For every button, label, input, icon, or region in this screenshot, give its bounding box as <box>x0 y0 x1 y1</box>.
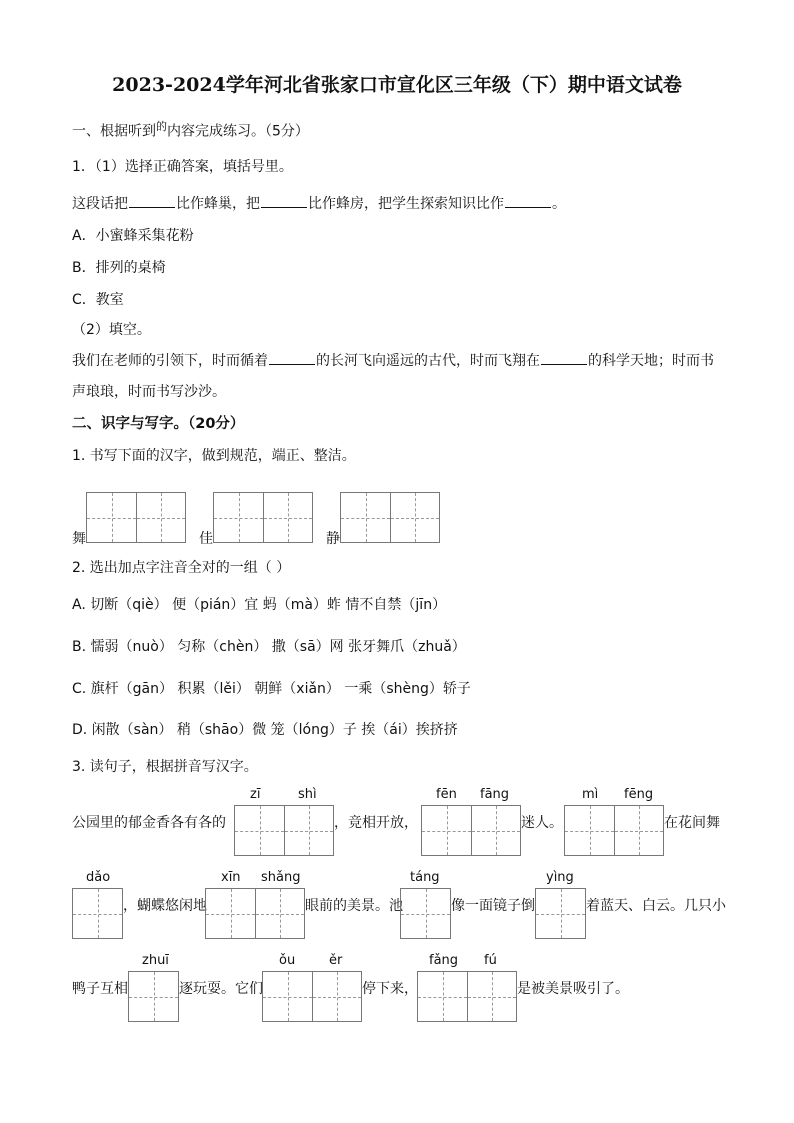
sentence-part: 比作蜂巢，把 <box>176 196 260 212</box>
answer-blank[interactable] <box>261 195 307 208</box>
char-label-jing: 静 <box>326 531 340 547</box>
writing-grid[interactable] <box>213 492 313 543</box>
pinyin: dǎo <box>86 870 111 885</box>
section-two-heading: 二、识字与写字。（20分） <box>72 416 245 432</box>
question-2-1: 1. 书写下面的汉字，做到规范，端正、整洁。 <box>72 448 356 464</box>
choice-a: A. 切断（qiè） 便（pián）宜 蚂（mà）蚱 情不自禁（jīn） <box>72 597 447 613</box>
pinyin: shì <box>298 787 317 802</box>
question-1: 1．（1）选择正确答案，填括号里。 <box>72 159 293 175</box>
pinyin: shǎng <box>261 870 301 885</box>
char-label-jia: 佳 <box>199 531 213 547</box>
pinyin: zī <box>250 787 261 802</box>
question-2-3: 3. 读句子，根据拼音写汉字。 <box>72 759 258 775</box>
writing-grid[interactable] <box>72 888 123 939</box>
sentence-text: 停下来， <box>362 981 418 997</box>
pinyin: xīn <box>221 870 241 885</box>
sentence-text: ，蝴蝶悠闲地 <box>123 898 207 914</box>
answer-blank[interactable] <box>505 195 551 208</box>
writing-grid[interactable] <box>421 805 521 856</box>
sentence-text: 像一面镜子倒 <box>451 898 535 914</box>
writing-grid[interactable] <box>234 805 334 856</box>
pinyin: fēn <box>436 787 457 802</box>
sentence-text: ，竞相开放， <box>334 815 418 831</box>
pinyin: ǒu <box>279 953 296 968</box>
pinyin: fāng <box>480 787 510 802</box>
sentence-text: 迷人。 <box>521 815 563 831</box>
answer-blank[interactable] <box>129 195 175 208</box>
fill-part: 的长河飞向遥远的古代，时而飞翔在 <box>316 353 540 369</box>
writing-grid[interactable] <box>86 492 186 543</box>
fill-part: 我们在老师的引领下，时而循着 <box>72 353 268 369</box>
metaphor-sentence <box>72 193 566 213</box>
heading-sup: 的 <box>156 120 167 133</box>
pinyin: mì <box>582 787 599 802</box>
writing-grid[interactable] <box>400 888 451 939</box>
sentence-text: 逐玩耍。它们 <box>179 981 263 997</box>
choice-c: C. 旗杆（gān） 积累（lěi） 朝鲜（xiǎn） 一乘（shèng）轿子 <box>72 681 471 697</box>
heading-text-2: 内容完成练习。（5分） <box>167 123 309 140</box>
sentence-part: 。 <box>552 196 566 212</box>
fill-part: 的科学天地；时而书 <box>588 353 714 369</box>
option-a: A．小蜜蜂采集花粉 <box>72 228 194 244</box>
writing-grid[interactable] <box>564 805 664 856</box>
sentence-text: 眼前的美景。池 <box>305 898 403 914</box>
fill-paragraph-line-2: 声琅琅，时而书写沙沙。 <box>72 384 226 400</box>
writing-grid[interactable] <box>535 888 586 939</box>
choice-b: B. 懦弱（nuò） 匀称（chèn） 撒（sā）网 张牙舞爪（zhuǎ） <box>72 639 466 655</box>
writing-grid[interactable] <box>340 492 440 543</box>
char-label-wu: 舞 <box>72 531 86 547</box>
writing-grid[interactable] <box>205 888 305 939</box>
section-one-heading <box>72 118 309 141</box>
pinyin: fú <box>484 953 497 968</box>
question-1-2: （2）填空。 <box>72 322 151 338</box>
page-title: 2023-2024学年河北省张家口市宣化区三年级（下）期中语文试卷 <box>112 74 682 96</box>
pinyin: fēng <box>624 787 654 802</box>
sentence-part: 比作蜂房，把学生探索知识比作 <box>308 196 504 212</box>
choice-d: D. 闲散（sàn） 稍（shāo）微 笼（lóng）子 挨（ái）挨挤挤 <box>72 722 458 738</box>
option-b: B．排列的桌椅 <box>72 260 166 276</box>
sentence-text: 鸭子互相 <box>72 981 128 997</box>
fill-paragraph-line-1 <box>72 350 714 370</box>
writing-grid[interactable] <box>417 971 517 1022</box>
sentence-part: 这段话把 <box>72 196 128 212</box>
pinyin: zhuī <box>142 953 169 968</box>
question-2-2: 2. 选出加点字注音全对的一组（ ） <box>72 560 291 576</box>
option-c: C．教室 <box>72 292 124 308</box>
pinyin: yìng <box>546 870 574 885</box>
pinyin: ěr <box>329 953 343 968</box>
answer-blank[interactable] <box>269 352 315 365</box>
pinyin: táng <box>410 870 440 885</box>
sentence-text: 着蓝天、白云。几只小 <box>586 898 726 914</box>
pinyin: fǎng <box>429 953 459 968</box>
answer-blank[interactable] <box>541 352 587 365</box>
sentence-text: 公园里的郁金香各有各的 <box>72 815 226 831</box>
writing-grid[interactable] <box>262 971 362 1022</box>
heading-text: 一、根据听到 <box>72 123 156 140</box>
sentence-text: 是被美景吸引了。 <box>517 981 629 997</box>
sentence-text: 在花间舞 <box>664 815 720 831</box>
writing-grid[interactable] <box>128 971 179 1022</box>
